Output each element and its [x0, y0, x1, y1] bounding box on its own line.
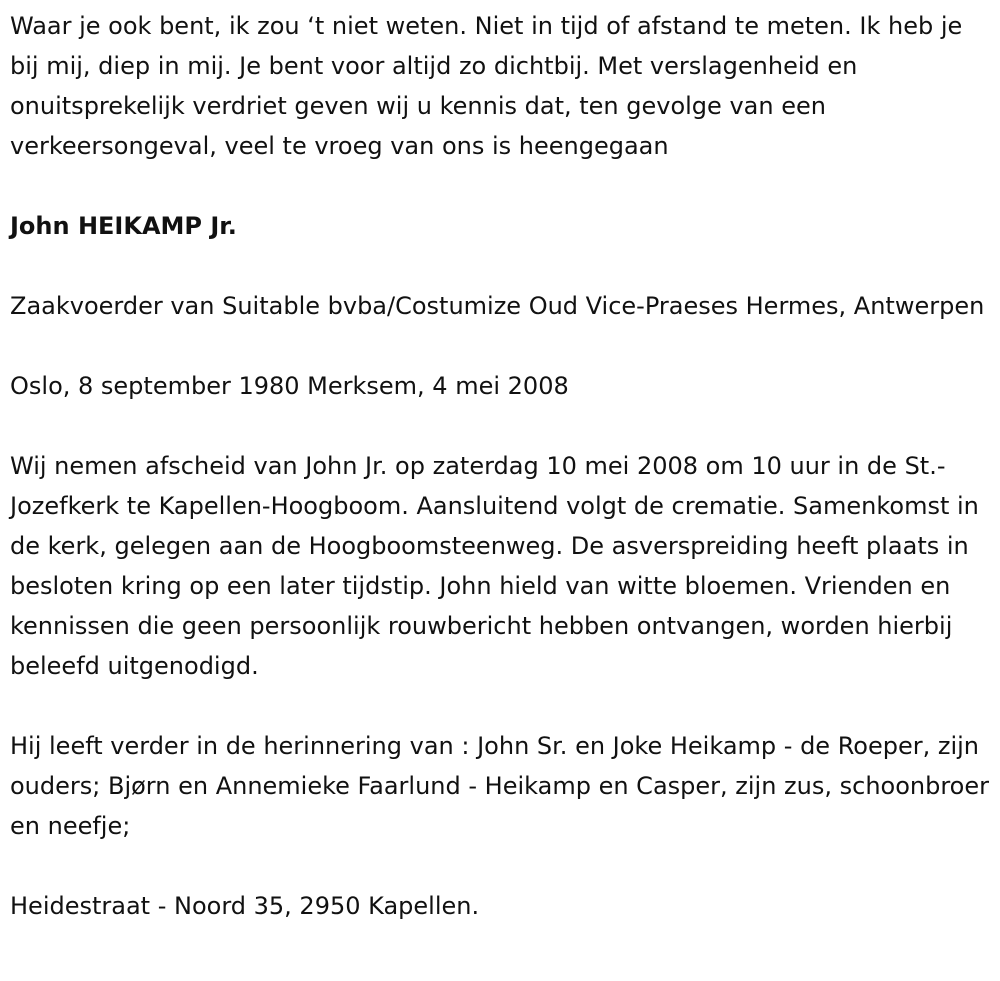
deceased-name: John HEIKAMP Jr. — [10, 212, 237, 240]
ceremony-paragraph: Wij nemen afscheid van John Jr. op zaterdag 10 mei 2008 om 10 uur in de St.-Jozefkerk te Kapellen-Hoogboom. Aansluitend volgt de crematie. Samenkomst in de kerk, gelegen aan de Hoogboomsteenweg. De asverspreiding heeft plaats in besloten kring op een later tijdstip. John hield van witte bloemen. Vrienden en kennissen die geen persoonlijk rouwbericht hebben ontvangen, worden hierbij beleefd uitgenodigd. — [10, 452, 979, 680]
dates-paragraph: Oslo, 8 september 1980 Merksem, 4 mei 2008 — [10, 372, 569, 400]
role-paragraph: Zaakvoerder van Suitable bvba/Costumize Oud Vice-Praeses Hermes, Antwerpen — [10, 292, 985, 320]
family-paragraph: Hij leeft verder in de herinnering van : John Sr. en Joke Heikamp - de Roeper, zijn ouders; Bjørn en Annemieke Faarlund - Heikamp en Casper, zijn zus, schoonbroer en neefje; — [10, 732, 989, 840]
intro-paragraph: Waar je ook bent, ik zou ‘t niet weten. Niet in tijd of afstand te meten. Ik heb je bij mij, diep in mij. Je bent voor altijd zo dichtbij. Met verslagenheid en onuitsprekelijk verdriet geven wij u kennis dat, ten gevolge van een verkeersongeval, veel te vroeg van ons is heengegaan — [10, 12, 963, 160]
address-paragraph: Heidestraat - Noord 35, 2950 Kapellen. — [10, 892, 480, 920]
